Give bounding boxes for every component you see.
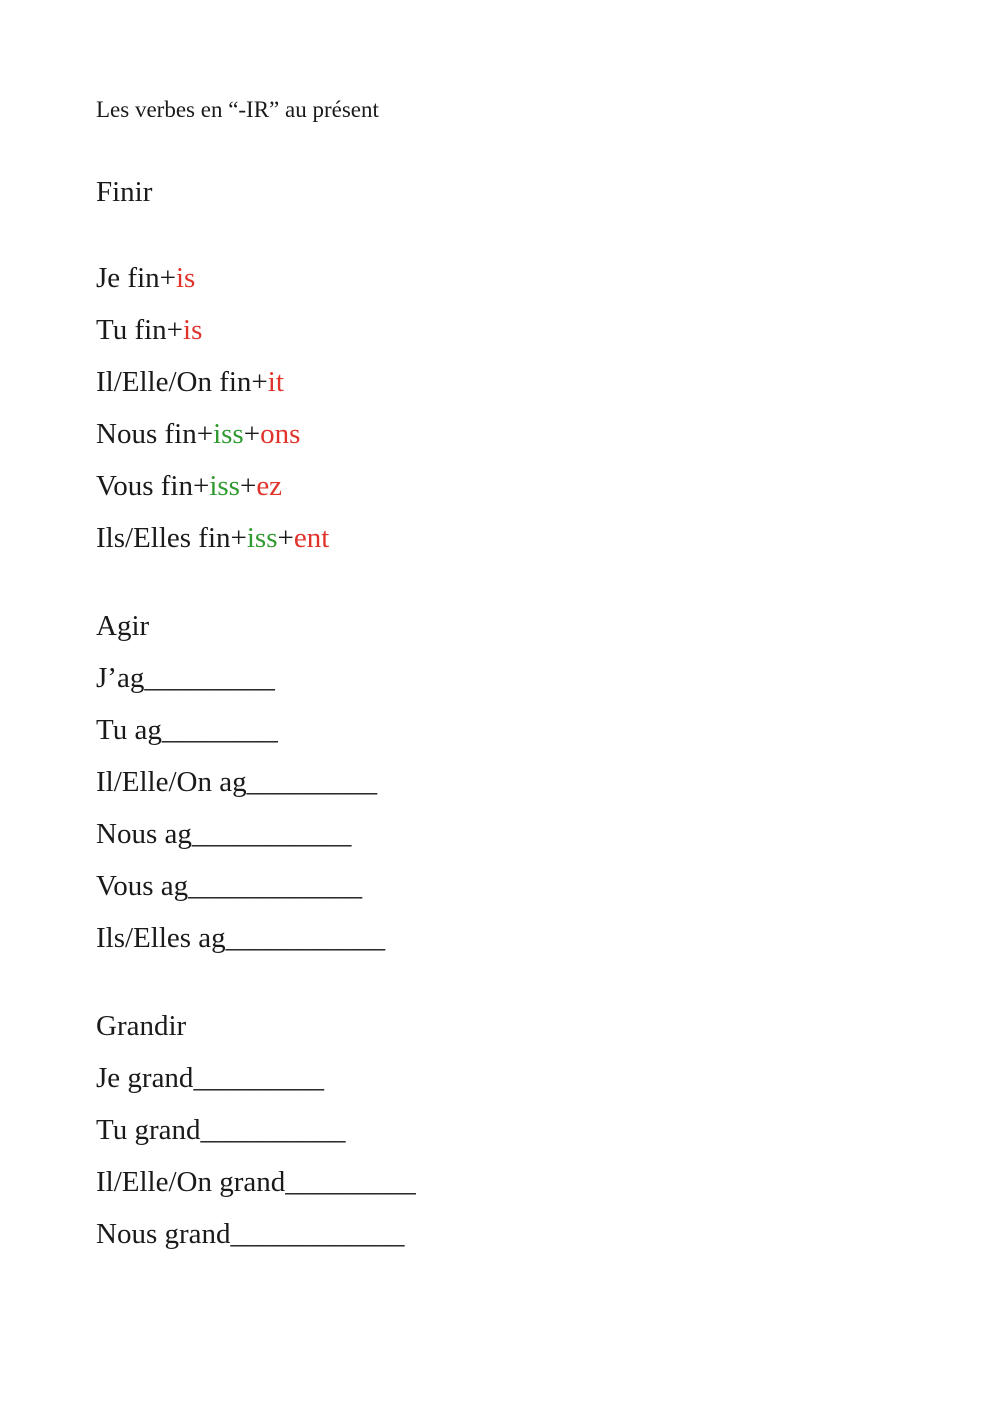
conjugation-row [96,520,329,556]
page-title: Les verbes en “-IR” au présent [96,97,379,122]
answer-blank[interactable]: ____________ [188,870,363,902]
answer-blank[interactable]: _________ [193,1062,324,1094]
conjugation-stem: Nous fin+ [96,418,214,450]
verb-heading-grandir: Grandir [96,1010,187,1042]
exercise-row [96,816,351,852]
exercise-row [96,1216,405,1252]
conjugation-row [96,312,202,348]
conjugation-stem: Il/Elle/On fin+ [96,366,268,398]
exercise-stem: Ils/Elles ag [96,922,226,954]
conjugation-ending: is [183,314,203,346]
verb-heading-agir: Agir [96,610,150,642]
exercise-row [96,660,275,696]
conjugation-plus: + [277,522,294,554]
conjugation-stem: Vous fin+ [96,470,210,502]
conjugation-ending: ez [256,470,283,502]
conjugation-stem: Tu fin+ [96,314,184,346]
exercise-row [96,764,377,800]
answer-blank[interactable]: __________ [200,1114,346,1146]
exercise-row [96,868,362,904]
conjugation-plus: + [243,418,261,450]
answer-blank[interactable]: ___________ [191,818,352,850]
conjugation-ending: ent [293,522,330,554]
conjugation-stem: Ils/Elles fin+ [96,522,247,554]
exercise-stem: Il/Elle/On grand [96,1166,286,1198]
exercise-stem: Tu ag [96,714,162,746]
conjugation-ending: is [175,262,196,294]
conjugation-row [96,416,300,452]
answer-blank[interactable]: _________ [144,662,275,694]
conjugation-row [96,260,195,296]
exercise-stem: Tu grand [96,1114,201,1146]
answer-blank[interactable]: ___________ [225,922,386,954]
answer-blank[interactable]: _________ [285,1166,416,1198]
conjugation-ending: it [267,366,284,398]
conjugation-infix: iss [246,522,278,554]
conjugation-row [96,364,284,400]
exercise-stem: Nous ag [96,818,192,850]
conjugation-ending: ons [260,418,301,450]
exercise-row [96,1112,345,1148]
exercise-row [96,1164,416,1200]
conjugation-stem: Je fin+ [96,262,176,294]
verb-heading-finir: Finir [96,176,153,208]
exercise-stem: J’ag [96,662,145,694]
conjugation-infix: iss [209,470,240,502]
answer-blank[interactable]: ____________ [230,1218,405,1250]
exercise-row [96,1060,324,1096]
exercise-stem: Nous grand [96,1218,231,1250]
exercise-stem: Vous ag [96,870,189,902]
answer-blank[interactable]: _________ [246,766,378,798]
conjugation-plus: + [239,470,257,502]
exercise-stem: Je grand [96,1062,194,1094]
exercise-stem: Il/Elle/On ag [96,766,247,798]
conjugation-row [96,468,282,504]
exercise-row [96,920,385,956]
exercise-row [96,712,278,748]
conjugation-infix: iss [213,418,244,450]
answer-blank[interactable]: ________ [161,714,278,746]
